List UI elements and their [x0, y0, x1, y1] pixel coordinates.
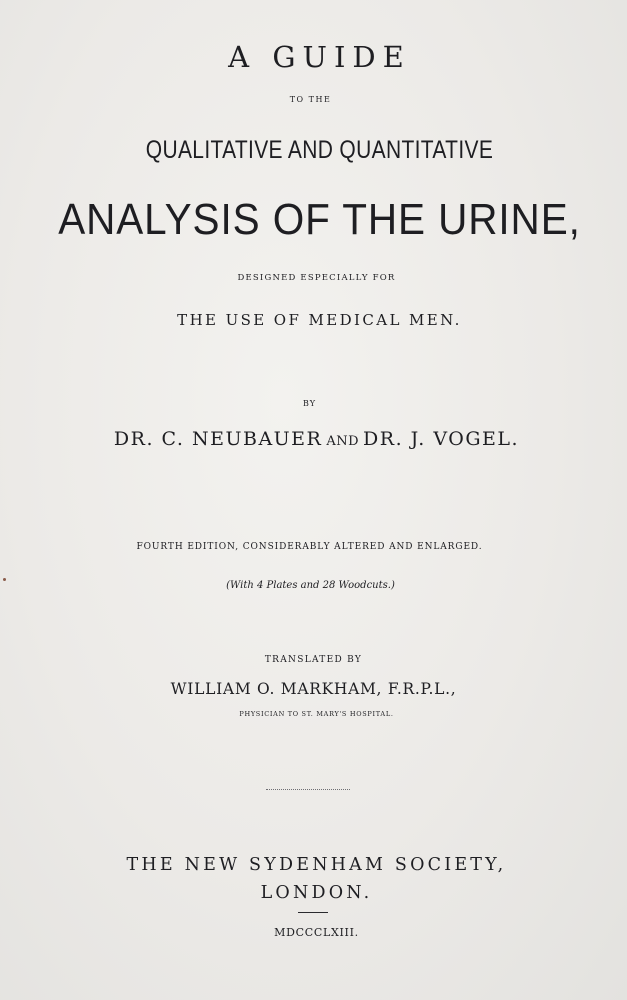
and-text: AND — [326, 434, 360, 449]
paper-speck — [3, 578, 6, 581]
short-rule — [298, 912, 328, 913]
plates-note: (With 4 Plates and 28 Woodcuts.) — [226, 580, 395, 591]
publication-year: MDCCCLXIII. — [274, 926, 359, 939]
by-text: BY — [302, 399, 317, 408]
title-line: A GUIDE — [228, 40, 411, 74]
translator-role: PHYSICIAN TO ST. MARY'S HOSPITAL. — [239, 710, 394, 718]
publisher-city: LONDON. — [260, 883, 373, 903]
publisher-name: THE NEW SYDENHAM SOCIETY, — [126, 855, 507, 875]
authors-line — [3, 428, 627, 450]
subtitle: QUALITATIVE AND QUANTITATIVE — [145, 136, 494, 164]
edition-text: FOURTH EDITION, CONSIDERABLY ALTERED AND ENLARGED. — [136, 542, 483, 552]
translated-by-text: TRANSLATED BY — [264, 655, 363, 665]
author-neubauer: DR. C. NEUBAUER — [113, 428, 323, 450]
translator-name: WILLIAM O. MARKHAM, F.R.P.L., — [170, 680, 457, 698]
main-title: ANALYSIS OF THE URINE, — [58, 195, 581, 244]
audience-text: THE USE OF MEDICAL MEN. — [177, 311, 462, 329]
dotted-divider — [266, 789, 350, 790]
author-vogel: DR. J. VOGEL. — [363, 428, 520, 450]
to-the-text: TO THE — [289, 95, 332, 104]
designed-for-text: DESIGNED ESPECIALLY FOR — [237, 273, 396, 283]
